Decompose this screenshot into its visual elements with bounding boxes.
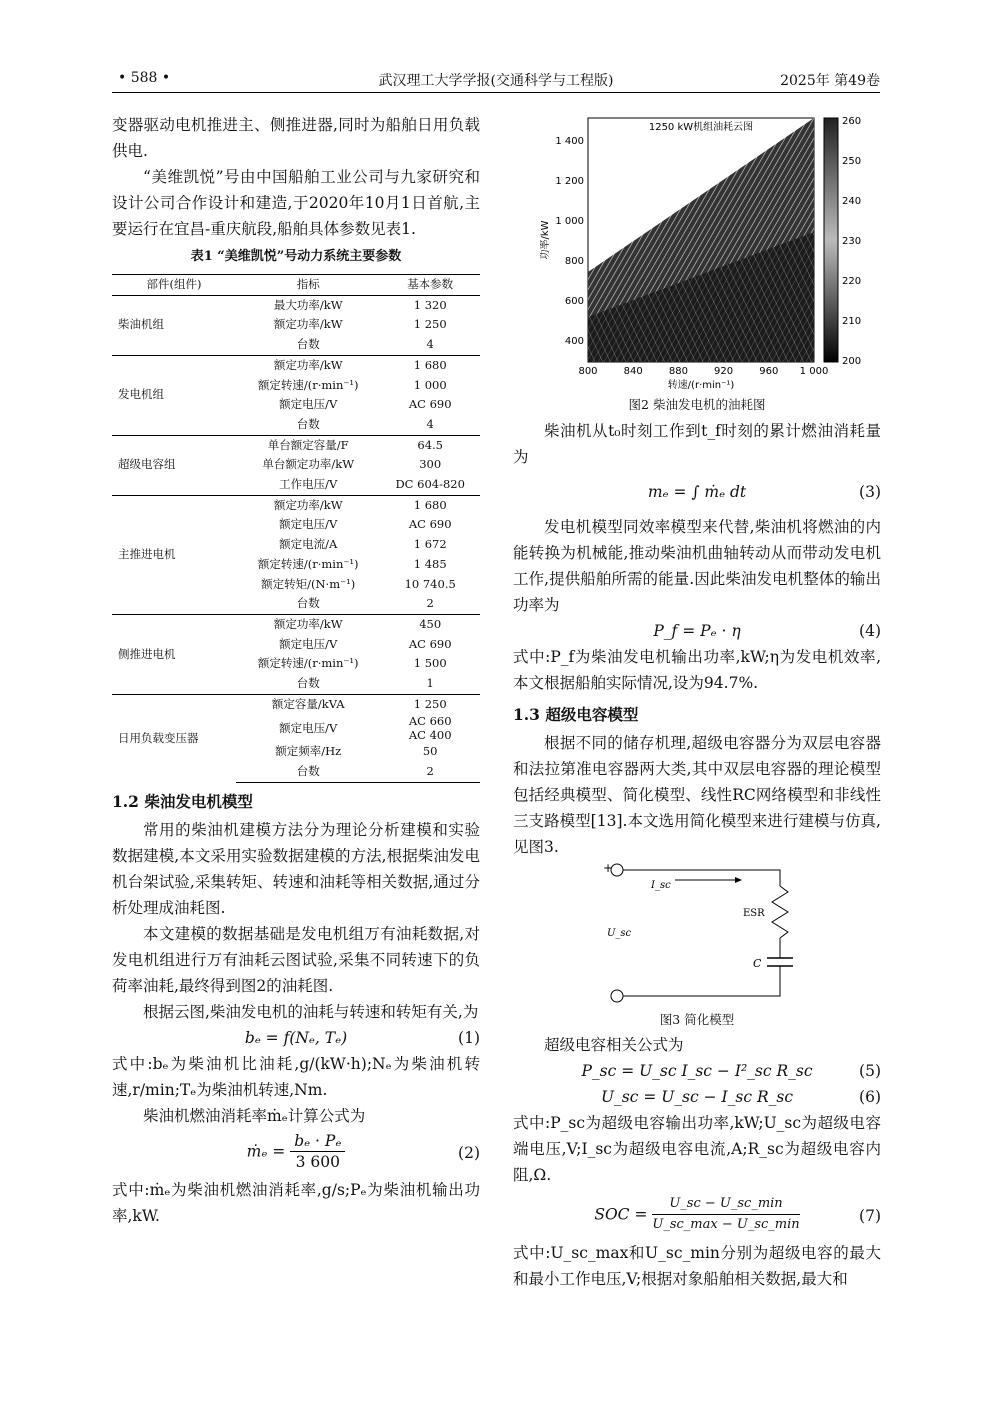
table-row: [112, 435, 480, 455]
paragraph: 根据云图,柴油发电机的油耗与转速和转矩有关,为: [143, 1002, 479, 1021]
value-cell: 1 680: [380, 355, 480, 375]
paragraph: 式中:P_sc为超级电容输出功率,kW;U_sc为超级电容端电压,V;I_sc为超级电容电流,A;R_sc为超级电容内阻,Ω.: [513, 1114, 881, 1184]
y-tick-label: 400: [564, 336, 584, 347]
value-cell: 10 740.5: [404, 576, 456, 591]
indicator-cell: 台数: [296, 337, 320, 352]
table-header: 基本参数: [380, 275, 480, 296]
parameter-table: [112, 274, 480, 783]
paragraph: 柴油机从t₀时刻工作到t_f时刻的累计燃油消耗量为: [513, 422, 881, 466]
circuit-diagram: [595, 858, 805, 1008]
value-cell: 1 680: [380, 495, 480, 515]
indicator-cell: 额定电压/V: [279, 397, 338, 412]
indicator-cell: 工作电压/V: [279, 477, 338, 492]
indicator-cell: 额定转速/(r·min⁻¹): [257, 377, 359, 392]
x-tick-label: 960: [759, 366, 779, 377]
value-cell: 4: [426, 416, 434, 431]
indicator-cell: 额定电压/V: [279, 720, 338, 735]
value-cell: AC 690: [408, 517, 452, 532]
equation-1: bₑ = f(Nₑ, Tₑ) (1): [244, 1028, 480, 1047]
component-name: 柴油机组: [118, 317, 164, 332]
indicator-cell: 额定功率/kW: [236, 355, 380, 375]
y-tick-label: 600: [564, 296, 584, 307]
value-cell: 1 500: [413, 656, 447, 671]
section-heading: 1.3 超级电容模型: [513, 705, 639, 724]
indicator-cell: 台数: [296, 676, 320, 691]
figure-3-caption: 图3 简化模型: [659, 1012, 735, 1027]
table-row: [112, 495, 480, 515]
paragraph: 超级电容相关公式为: [544, 1036, 684, 1054]
value-cell: 1 672: [413, 537, 447, 552]
current-label: I_sc: [651, 880, 671, 891]
value-cell: 450: [380, 614, 480, 634]
value-cell: 4: [426, 337, 434, 352]
value-cell: DC 604-820: [395, 477, 465, 492]
esr-label: ESR: [743, 908, 765, 919]
colorbar-tick-label: 260: [842, 116, 862, 127]
colorbar-tick-label: 250: [842, 156, 862, 167]
paragraph: 式中:U_sc_max和U_sc_min分别为超级电容的最大和最小工作电压,V;根据对象船舶相关数据,最大和: [513, 1244, 881, 1288]
table-row: [112, 355, 480, 375]
esr-resistor: [772, 886, 788, 938]
x-tick-label: 880: [668, 366, 688, 377]
voltage-label: U_sc: [607, 928, 632, 939]
colorbar-tick-label: 220: [842, 276, 862, 287]
indicator-cell: 单台额定功率/kW: [262, 457, 355, 472]
equation-5: P_sc = U_sc I_sc − I²_sc R_sc (5): [581, 1062, 881, 1080]
equation-4: P_f = Pₑ · η (4): [653, 622, 881, 640]
indicator-cell: 额定容量/kVA: [236, 694, 380, 714]
table-row: [112, 295, 480, 315]
value-cell: 1 320: [413, 297, 447, 312]
table-caption: 表1 “美维凯悦”号动力系统主要参数: [190, 249, 402, 264]
table-header: 指标: [236, 275, 380, 296]
equation-7: SOC = $\frac{U\_sc - U\_sc\_\min}{U\_sc\_\max - U\_sc\_\min}$ (7): [594, 1196, 881, 1232]
value-cell: AC 660 AC 400: [408, 714, 452, 743]
paragraph: 发电机模型同效率模型来代替,柴油机将燃油的内能转换为机械能,推动柴油机曲轴转动从而带动发电机工作,提供船舶所需的能量.因此柴油发电机整体的输出功率为: [513, 518, 881, 614]
x-axis-label: 转速/(r·min⁻¹): [667, 380, 735, 391]
component-name: 超级电容组: [112, 435, 236, 495]
paragraph: 常用的柴油机建模方法分为理论分析建模和实验数据建模,本文采用实验数据建模的方法,根据柴油发电机台架试验,采集转矩、转速和油耗等相关数据,通过分析处理成油耗图.: [112, 820, 480, 917]
value-cell: 64.5: [380, 435, 480, 455]
paragraph: 式中:P_f为柴油发电机输出功率,kW;η为发电机效率,本文根据船舶实际情况,设为94.7%.: [513, 648, 881, 692]
fuel-consumption-map: [540, 112, 870, 394]
indicator-cell: 最大功率/kW: [273, 297, 343, 312]
indicator-cell: 额定转速/(r·min⁻¹): [257, 556, 359, 571]
x-tick-label: 840: [623, 366, 643, 377]
table-row: [112, 694, 480, 714]
year-volume: 2025年 第49卷: [780, 73, 880, 89]
value-cell: AC 690: [408, 636, 452, 651]
colorbar-tick-label: 200: [842, 356, 862, 367]
equation-2: ṁₑ = $\frac{\text{bₑ · Pₑ}}{3 600}$ (2): [246, 1131, 480, 1171]
value-cell: 50: [422, 744, 438, 759]
page-number: • 588 •: [118, 70, 171, 86]
y-axis-label: 功率/kW: [540, 220, 551, 260]
indicator-cell: 额定功率/kW: [236, 614, 380, 634]
x-tick-label: 800: [578, 366, 598, 377]
right-column-lower: [513, 1032, 881, 1292]
capacitor-label: C: [753, 957, 762, 970]
indicator-cell: 额定频率/Hz: [275, 744, 342, 759]
paragraph: 根据不同的储存机理,超级电容器分为双层电容器和法拉第准电容器两大类,其中双层电容器的理论模型包括经典模型、简化模型、线性RC网络模型和非线性三支路模型[13].本文选用简化模型来进行建模与仿真,见图3.: [513, 734, 881, 856]
value-cell: 1 000: [413, 377, 447, 392]
equation-6: U_sc = U_sc − I_sc R_sc (6): [600, 1088, 881, 1106]
figure-2: [540, 112, 870, 394]
journal-title: 武汉理工大学学报(交通科学与工程版): [378, 73, 614, 89]
value-cell: AC 690: [408, 397, 452, 412]
indicator-cell: 额定电压/V: [279, 517, 338, 532]
section-heading: 1.2 柴油发电机模型: [112, 791, 253, 811]
component-name: 日用负载变压器: [112, 694, 236, 782]
indicator-cell: 台数: [296, 416, 320, 431]
colorbar-tick-label: 210: [842, 316, 862, 327]
indicator-cell: 额定转速/(r·min⁻¹): [257, 656, 359, 671]
component-name: 主推进电机: [112, 495, 236, 614]
indicator-cell: 额定功率/kW: [236, 495, 380, 515]
value-cell: 1 485: [413, 556, 447, 571]
y-tick-label: 1 400: [555, 136, 584, 147]
y-tick-label: 1 000: [555, 216, 584, 227]
page-header: [112, 66, 880, 93]
value-cell: 300: [419, 457, 442, 472]
figure-3: [595, 858, 805, 1008]
indicator-cell: 额定功率/kW: [273, 317, 343, 332]
component-name: 发电机组: [112, 355, 236, 435]
figure-2-caption: 图2 柴油发电机的油耗图: [628, 397, 766, 412]
colorbar-tick-label: 240: [842, 196, 862, 207]
value-cell: 2: [426, 596, 434, 611]
colorbar: [824, 118, 838, 362]
paragraph: “美维凯悦”号由中国船舶工业公司与九家研究和设计公司合作设计和建造,于2020年10月1日首航,主要运行在宜昌-重庆航段,船舶具体参数见表1.: [112, 168, 480, 238]
value-cell: 1 250: [413, 317, 447, 332]
indicator-cell: 额定电流/A: [279, 537, 338, 552]
chart-title: 1250 kW机组油耗云图: [648, 122, 754, 133]
table-row: [112, 614, 480, 634]
y-tick-label: 800: [564, 256, 584, 267]
value-cell: 1 250: [380, 694, 480, 714]
y-tick-label: 1 200: [555, 176, 584, 187]
x-tick-label: 1 000: [799, 366, 829, 377]
equation-3: mₑ = ∫ ṁₑ dt (3): [647, 483, 881, 501]
paragraph: 式中:ṁₑ为柴油机燃油消耗率,g/s;Pₑ为柴油机输出功率,kW.: [112, 1180, 480, 1225]
value-cell: 1: [426, 676, 434, 691]
component-name: 侧推进电机: [112, 614, 236, 694]
negative-terminal: [611, 990, 623, 1002]
colorbar-tick-label: 230: [842, 236, 862, 247]
paragraph: 变器驱动电机推进主、侧推进器,同时为船舶日用负载供电.: [112, 116, 480, 160]
indicator-cell: 额定转矩/(N·m⁻¹): [261, 576, 356, 591]
indicator-cell: 台数: [296, 596, 320, 611]
left-column: [112, 112, 480, 1229]
value-cell: 2: [380, 762, 480, 782]
paragraph: 本文建模的数据基础是发电机组万有油耗数据,对发电机组进行万有油耗云图试验,采集不同转速下的负荷率油耗,最终得到图2的油耗图.: [112, 924, 480, 995]
paragraph: 柴油机燃油消耗率ṁₑ计算公式为: [143, 1106, 366, 1125]
plus-label: +: [603, 861, 614, 875]
paragraph: 式中:bₑ为柴油机比油耗,g/(kW·h);Nₑ为柴油机转速,r/min;Tₑ为柴油机转速,Nm.: [112, 1054, 480, 1099]
indicator-cell: 台数: [236, 762, 380, 782]
x-tick-label: 920: [714, 366, 734, 377]
table-header: 部件(组件): [112, 275, 236, 296]
indicator-cell: 额定电压/V: [279, 636, 338, 651]
indicator-cell: 单台额定容量/F: [236, 435, 380, 455]
right-column-upper: [513, 418, 881, 860]
